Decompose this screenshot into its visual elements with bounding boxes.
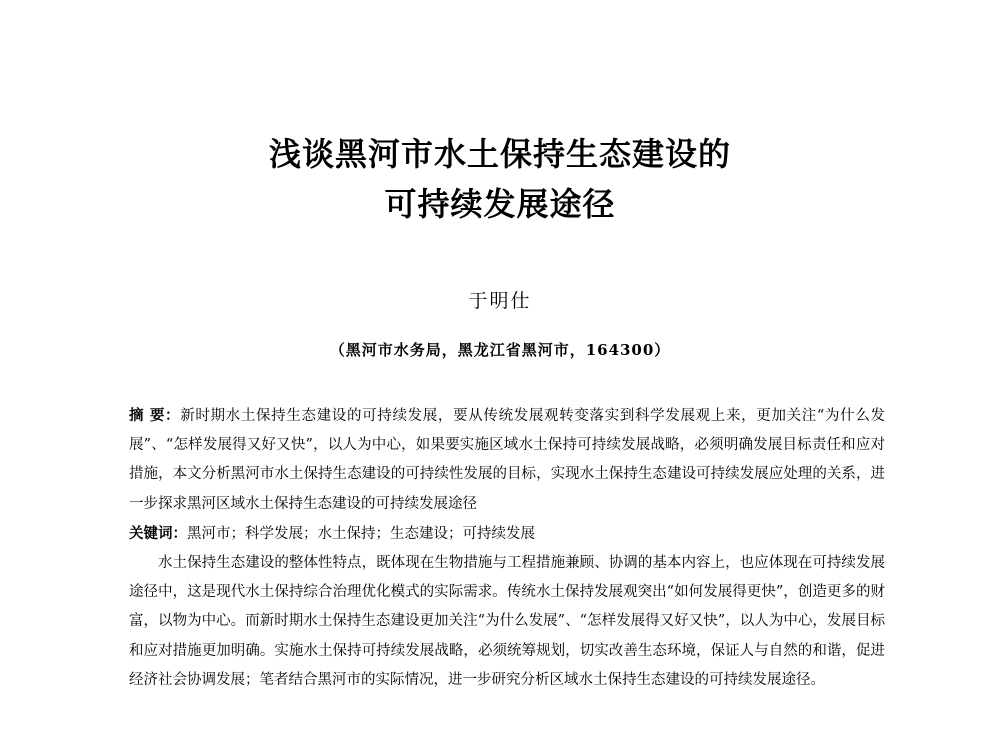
- intro-paragraph: 水土保持生态建设的整体性特点，既体现在生物措施与工程措施兼顾、协调的基本内容上，也应体现在可持续发展途径中，这是现代水土保持综合治理优化模式的实际需求。传统水土保持发展观突出“如何发展得更快”，创造更多的财富，以物为中心。而新时期水土保持生态建设更加关注“为什么发展”、“怎样发展得又好又快”，以人为中心，发展目标和应对措施更加明确。实施水土保持可持续发展战略，必须统筹规划，切实改善生态环境，保证人与自然的和谐，促进经济社会协调发展；笔者结合黑河市的实际情况，进一步研究分析区域水土保持生态建设的可持续发展途径。: [129, 555, 885, 688]
- paper-body: [129, 401, 885, 695]
- author-affiliation: （黑河市水务局，黑龙江省黑河市，164300）: [329, 341, 671, 359]
- author-name: 于明仕: [468, 290, 532, 312]
- keywords-text: 黑河市；科学发展；水土保持；生态建设；可持续发展: [187, 525, 535, 542]
- abstract: [129, 401, 885, 519]
- paper-title-line-2: 可持续发展途径: [384, 185, 616, 223]
- keywords-label: 关键词：: [129, 524, 187, 542]
- paper-title-line-1: 浅谈黑河市水土保持生态建设的: [268, 135, 731, 173]
- abstract-text: 新时期水土保持生态建设的可持续发展，要从传统发展观转变落实到科学发展观上来，更加关注“为什么发展”、“怎样发展得又好又快”，以人为中心，如果要实施区域水土保持可持续发展战略，必须明确发展目标责任和应对措施，本文分析黑河市水土保持生态建设的可持续性发展的目标，实现水土保持生态建设可持续发展应处理的关系，进一步探求黑河区域水土保持生态建设的可持续发展途径: [129, 408, 885, 512]
- abstract-label: 摘 要：: [129, 407, 181, 424]
- keywords: [129, 519, 885, 549]
